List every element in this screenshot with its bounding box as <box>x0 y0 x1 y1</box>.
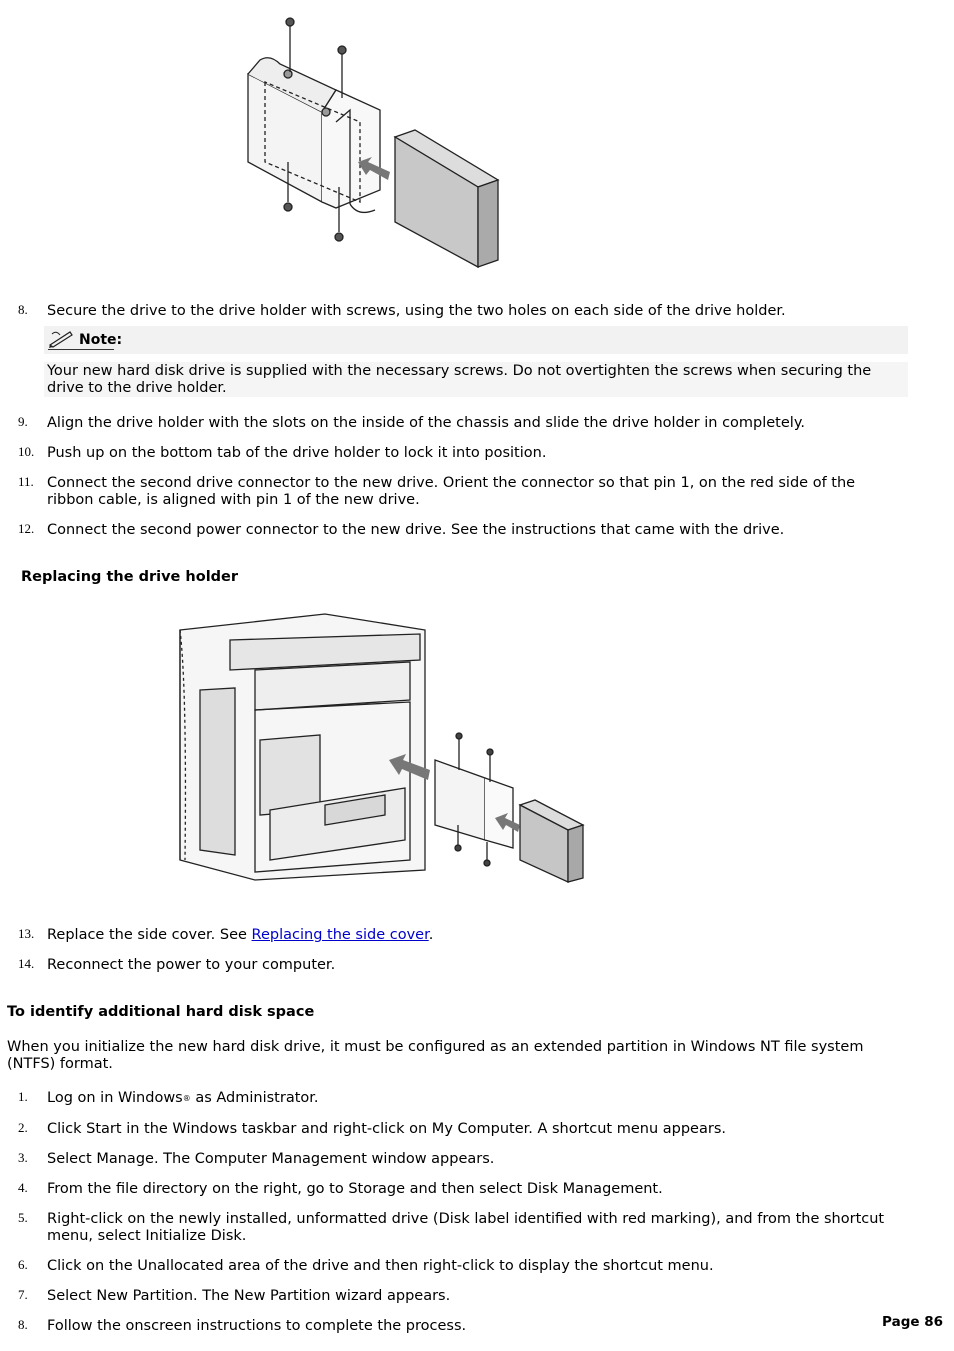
section-heading: Replacing the drive holder <box>21 569 239 585</box>
step-text <box>47 1090 902 1107</box>
step-number: 12. <box>18 521 35 536</box>
step-number: 6. <box>18 1257 28 1272</box>
step-number: 8. <box>18 302 28 317</box>
page-number: Page 86 <box>882 1314 943 1330</box>
step-text: Select New Partition. The New Partition wizard appears. <box>47 1288 451 1304</box>
note-underline <box>48 349 114 350</box>
step-number: 11. <box>18 474 34 489</box>
step-text-after: . <box>428 927 434 943</box>
chassis-illustration <box>175 610 590 888</box>
step-number: 9. <box>18 414 28 429</box>
replacing-side-cover-link[interactable]: Replacing the side cover <box>251 927 429 943</box>
step-text-after: as Administrator. <box>190 1090 319 1106</box>
step-number: 14. <box>18 956 35 971</box>
drive-holder-illustration <box>240 12 505 274</box>
step-text: Right-click on the newly installed, unformatted drive (Disk label identified with red marking), and from the shortcut menu, select Initialize Disk. <box>47 1211 885 1244</box>
step-text: Secure the drive to the drive holder with screws, using the two holes on each side of the drive holder. <box>47 303 786 319</box>
step-number: 4. <box>18 1180 28 1195</box>
step-text: Align the drive holder with the slots on the inside of the chassis and slide the drive holder in completely. <box>47 415 805 431</box>
step-text: Click on the Unallocated area of the drive and then right-click to display the shortcut menu. <box>47 1258 714 1274</box>
step-text: Click Start in the Windows taskbar and right-click on My Computer. A shortcut menu appears. <box>47 1121 726 1137</box>
note-header <box>44 326 908 354</box>
step-number: 5. <box>18 1210 28 1225</box>
step-number: 7. <box>18 1287 28 1302</box>
intro-paragraph: When you initialize the new hard disk drive, it must be configured as an extended partition in Windows NT file system (NTFS) format. <box>7 1039 864 1072</box>
step-text: Follow the onscreen instructions to complete the process. <box>47 1318 467 1334</box>
note-text: Your new hard disk drive is supplied with the necessary screws. Do not overtighten the screws when securing the drive to the drive holder. <box>47 363 872 396</box>
pencil-note-icon <box>48 328 74 348</box>
step-text: Connect the second power connector to the new drive. See the instructions that came with the drive. <box>47 522 785 538</box>
note-label: Note: <box>79 332 123 348</box>
step-text: From the file directory on the right, go to Storage and then select Disk Management. <box>47 1181 663 1197</box>
step-number: 13. <box>18 926 35 941</box>
step-text: Connect the second drive connector to the new drive. Orient the connector so that pin 1, on the red side of the ribbon cable, is aligned with pin 1 of the new drive. <box>47 475 856 508</box>
step-number: 1. <box>18 1089 28 1104</box>
step-number: 3. <box>18 1150 28 1165</box>
section-heading: To identify additional hard disk space <box>7 1004 315 1020</box>
step-text-before: Log on in Windows <box>47 1090 183 1106</box>
registered-mark: ® <box>182 1094 191 1103</box>
step-text <box>47 927 902 944</box>
step-text: Select Manage. The Computer Management window appears. <box>47 1151 495 1167</box>
step-number: 8. <box>18 1317 28 1332</box>
step-text: Push up on the bottom tab of the drive holder to lock it into position. <box>47 445 547 461</box>
step-number: 2. <box>18 1120 28 1135</box>
note-body <box>44 362 908 397</box>
step-text-before: Replace the side cover. See <box>47 927 252 943</box>
step-number: 10. <box>18 444 35 459</box>
step-text: Reconnect the power to your computer. <box>47 957 336 973</box>
